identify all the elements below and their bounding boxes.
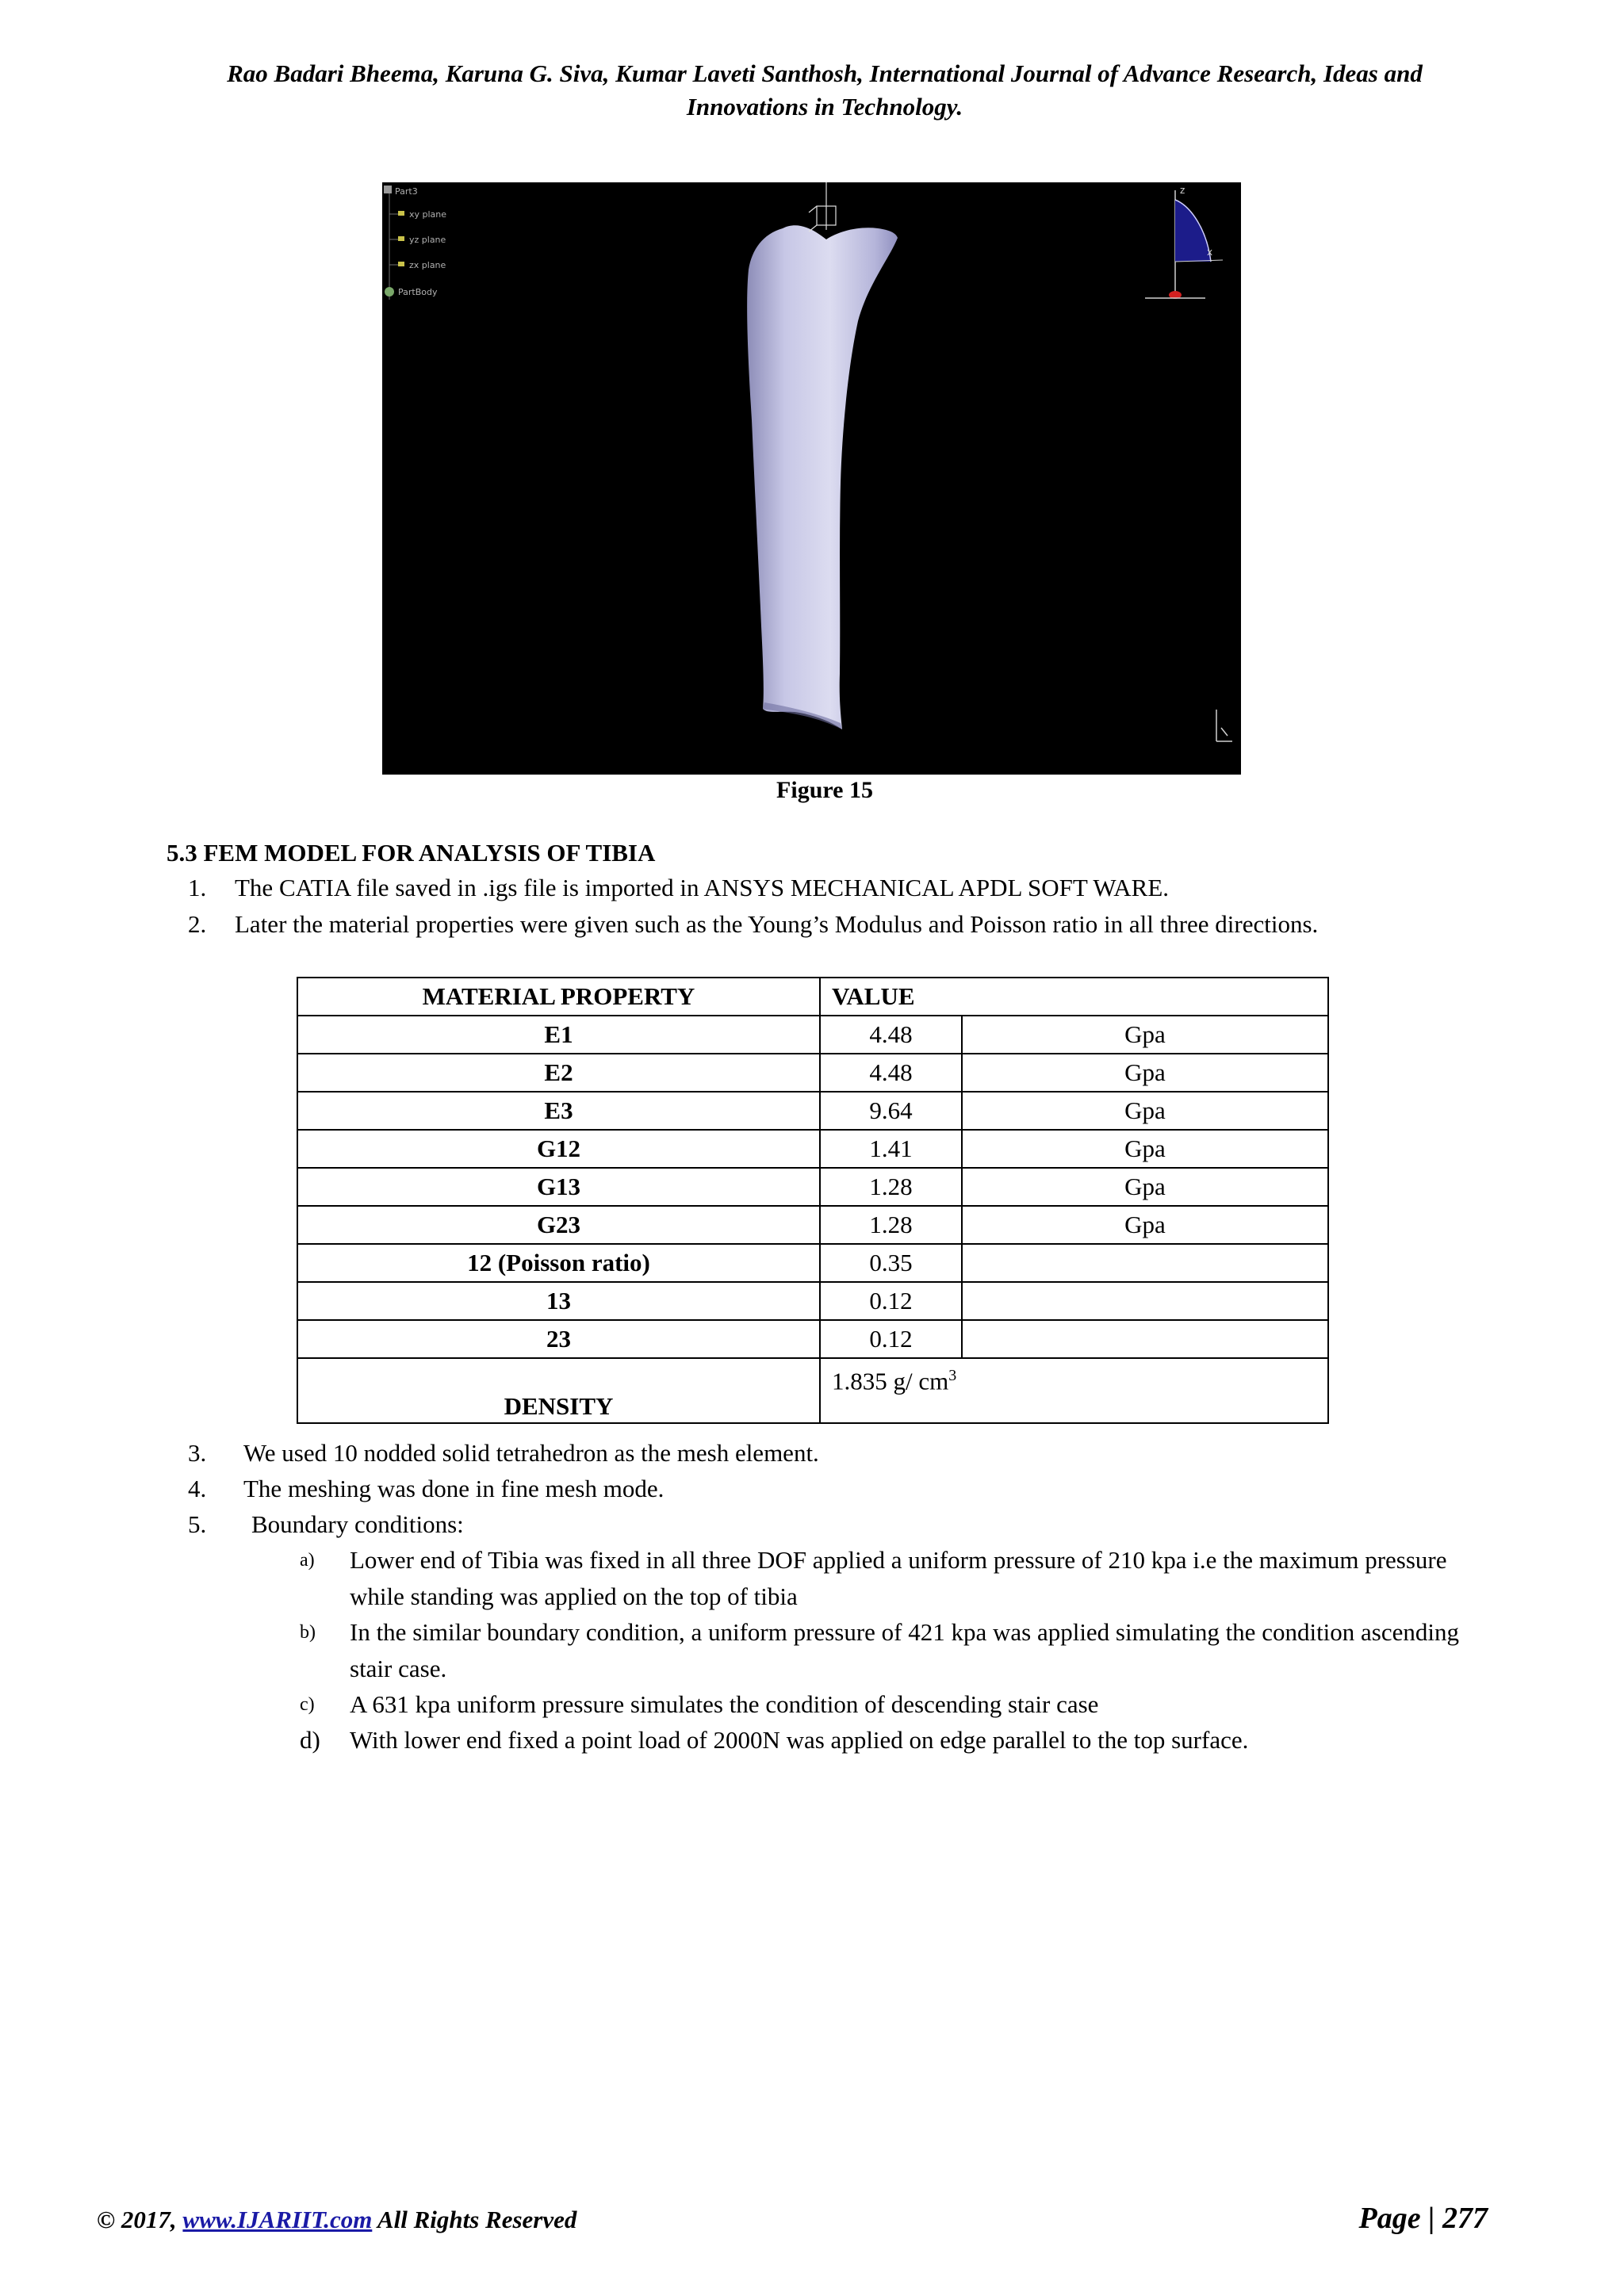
- axis-label-z: z: [1180, 185, 1185, 196]
- table-header-value: VALUE: [820, 978, 1328, 1016]
- running-header: [119, 57, 1530, 124]
- table-row: [297, 1244, 1328, 1282]
- sublist-item-text: In the similar boundary condition, a uniform pressure of 421 kpa was applied simulating the condition ascending stair case.: [350, 1618, 1459, 1682]
- table-row: [297, 1320, 1328, 1358]
- table-cell-property: G13: [297, 1168, 820, 1206]
- view-axis-icon: [1216, 710, 1232, 741]
- section-title: 5.3 FEM MODEL FOR ANALYSIS OF TIBIA: [167, 839, 656, 867]
- table-row: [297, 1282, 1328, 1320]
- sublist-item-text: With lower end fixed a point load of 2000N was applied on edge parallel to the top surface.: [350, 1726, 1249, 1754]
- table-cell-value: 1.28: [820, 1168, 962, 1206]
- tree-item-xy-plane: [389, 209, 446, 220]
- sublist-item-text: Lower end of Tibia was fixed in all three DOF applied a uniform pressure of 210 kpa i.e the maximum pressure while standing was applied on the top of tibia: [350, 1546, 1447, 1610]
- table-cell-unit: Gpa: [962, 1168, 1328, 1206]
- specification-tree: [384, 186, 446, 300]
- table-cell-unit: Gpa: [962, 1130, 1328, 1168]
- page-number: Page | 277: [1358, 2202, 1488, 2235]
- material-properties-table: [297, 977, 1329, 1424]
- sublist-item: [300, 1542, 1489, 1615]
- header-line-2: Innovations in Technology.: [686, 93, 963, 121]
- table-cell-value: 4.48: [820, 1016, 962, 1054]
- table-cell-value: 4.48: [820, 1054, 962, 1092]
- table-cell-unit: [962, 1320, 1328, 1358]
- list-item-number: 5.: [188, 1510, 207, 1538]
- table-cell-value: 0.12: [820, 1320, 962, 1358]
- table-cell-value: 1.28: [820, 1206, 962, 1244]
- sublist-item-letter: c): [300, 1694, 315, 1715]
- sublist-item-text: A 631 kpa uniform pressure simulates the condition of descending stair case: [350, 1690, 1099, 1718]
- sublist-item: [300, 1614, 1489, 1687]
- table-cell-density-label: DENSITY: [297, 1358, 820, 1423]
- selection-handle: [809, 182, 836, 232]
- tree-item-partbody: [385, 287, 438, 297]
- list-item-text: Later the material properties were given such as the Young’s Modulus and Poisson ratio in all three directions.: [235, 910, 1319, 938]
- table-header-row: [297, 978, 1328, 1016]
- tibia-3d-render: [382, 182, 1241, 775]
- tree-label-yz-plane: yz plane: [409, 235, 446, 245]
- tree-label-xy-plane: xy plane: [409, 209, 447, 220]
- table-cell-density-value: [820, 1358, 1328, 1423]
- sublist-item: [300, 1686, 1489, 1723]
- table-row-density: [297, 1358, 1328, 1423]
- table-cell-value: 0.12: [820, 1282, 962, 1320]
- table-row: [297, 1130, 1328, 1168]
- table-cell-value: 0.35: [820, 1244, 962, 1282]
- copyright-prefix: © 2017,: [97, 2206, 183, 2233]
- list-item-number: 4.: [188, 1475, 207, 1502]
- table-cell-value: 1.41: [820, 1130, 962, 1168]
- table-cell-property: 12 (Poisson ratio): [297, 1244, 820, 1282]
- sublist-item-letter: a): [300, 1550, 315, 1571]
- sublist-item: [300, 1722, 1489, 1758]
- table-cell-unit: Gpa: [962, 1206, 1328, 1244]
- list-item-text: The meshing was done in fine mesh mode.: [243, 1475, 665, 1502]
- table-cell-property: G23: [297, 1206, 820, 1244]
- list-item-number: 2.: [188, 910, 207, 938]
- list-item-number: 3.: [188, 1439, 207, 1467]
- tree-label-part: Part3: [395, 186, 418, 197]
- list-item-text: Boundary conditions:: [251, 1510, 464, 1538]
- density-superscript: 3: [948, 1367, 957, 1384]
- figure-caption: Figure 15: [776, 777, 873, 803]
- tree-item-zx-plane: [389, 260, 446, 270]
- list-item-number: 1.: [188, 874, 207, 901]
- compass-axis-icon: [1145, 185, 1223, 299]
- table-cell-property: E1: [297, 1016, 820, 1054]
- sublist-item-letter: b): [300, 1622, 316, 1643]
- table-row: [297, 1092, 1328, 1130]
- table-row: [297, 1054, 1328, 1092]
- table-header-property: MATERIAL PROPERTY: [297, 978, 820, 1016]
- journal-link[interactable]: www.IJARIIT.com: [182, 2206, 373, 2233]
- list-item-text: The CATIA file saved in .igs file is imported in ANSYS MECHANICAL APDL SOFT WARE.: [235, 874, 1169, 901]
- figure-15-tibia-model: [382, 182, 1241, 775]
- footer-copyright: [97, 2206, 576, 2234]
- tree-label-partbody: PartBody: [398, 287, 438, 297]
- axis-label-x: x: [1207, 247, 1213, 258]
- table-cell-property: 23: [297, 1320, 820, 1358]
- table-cell-unit: Gpa: [962, 1054, 1328, 1092]
- table-cell-property: E3: [297, 1092, 820, 1130]
- table-cell-property: G12: [297, 1130, 820, 1168]
- table-cell-unit: Gpa: [962, 1092, 1328, 1130]
- table-cell-unit: [962, 1244, 1328, 1282]
- tree-label-zx-plane: zx plane: [409, 260, 446, 270]
- table-cell-property: 13: [297, 1282, 820, 1320]
- table-row: [297, 1168, 1328, 1206]
- table-cell-value: 9.64: [820, 1092, 962, 1130]
- table-cell-unit: Gpa: [962, 1016, 1328, 1054]
- density-value-text: 1.835 g/ cm: [832, 1367, 949, 1395]
- table-cell-property: E2: [297, 1054, 820, 1092]
- table-row: [297, 1206, 1328, 1244]
- copyright-suffix: All Rights Reserved: [372, 2206, 577, 2233]
- tibia-bone-shape: [747, 225, 898, 729]
- list-item-text: We used 10 nodded solid tetrahedron as the mesh element.: [243, 1439, 819, 1467]
- sublist-item-letter: d): [300, 1726, 320, 1754]
- header-line-1: Rao Badari Bheema, Karuna G. Siva, Kumar Laveti Santhosh, International Journal of Advance Research, Ideas and: [227, 59, 1423, 87]
- tree-item-part: [384, 186, 418, 197]
- tree-item-yz-plane: [389, 235, 446, 245]
- table-row: [297, 1016, 1328, 1054]
- table-cell-unit: [962, 1282, 1328, 1320]
